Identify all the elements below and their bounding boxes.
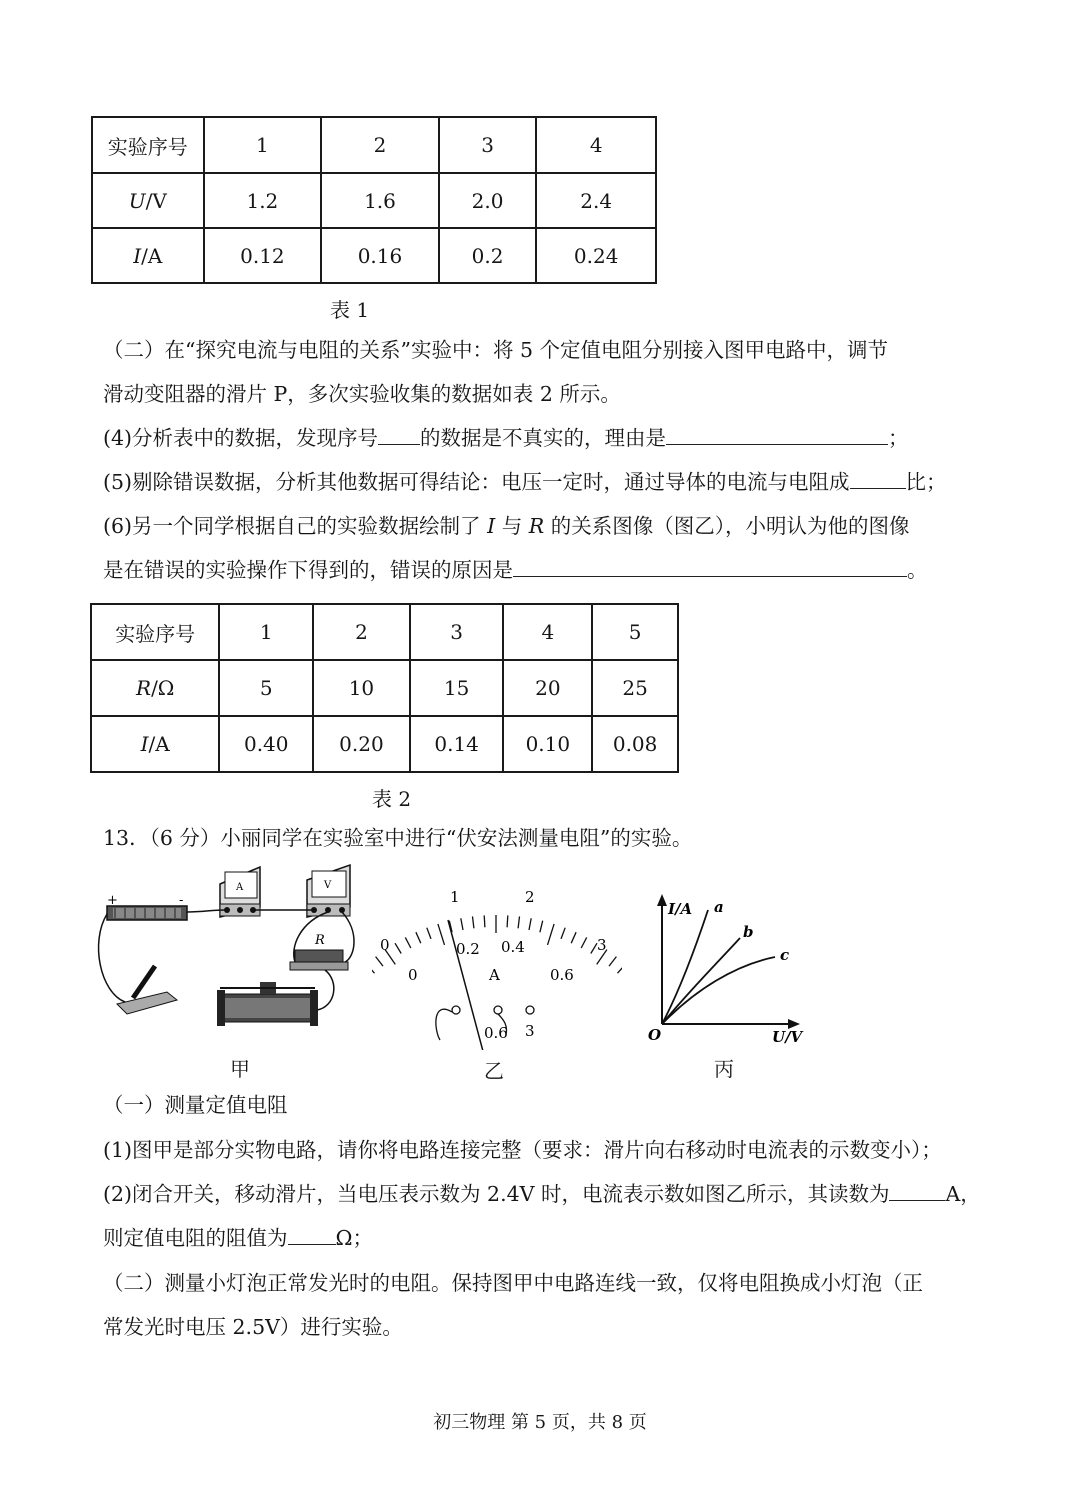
meter-unit: A <box>489 966 500 984</box>
table-cell: 1 <box>219 604 313 660</box>
table-cell: 2 <box>321 117 439 173</box>
table-cell: 3 <box>410 604 504 660</box>
resistor-icon <box>290 950 348 970</box>
rheostat-icon <box>217 982 318 1026</box>
q5-end: 比； <box>905 470 947 494</box>
question-6-line2 <box>103 548 928 592</box>
dial-tick <box>561 928 565 939</box>
table-cell: 0.08 <box>592 716 678 772</box>
row-label <box>92 173 204 228</box>
row-label <box>91 716 219 772</box>
table-cell: 20 <box>503 660 592 716</box>
dial-tick <box>518 916 519 928</box>
x-axis-label: U/V <box>772 1028 803 1046</box>
table-cell: 0.2 <box>439 228 537 283</box>
table-cell: 0.24 <box>536 228 656 283</box>
table-cell: 5 <box>592 604 678 660</box>
figure-jia-label: 甲 <box>230 1057 250 1081</box>
answer-blank-q5[interactable] <box>850 466 906 489</box>
table-1 <box>91 116 657 284</box>
part2-intro-line1: （二）在“探究电流与电阻的关系”实验中：将 5 个定值电阻分别接入图甲电路中，调节 <box>103 338 889 362</box>
q6-text-c: 是在错误的实验操作下得到的，错误的原因是 <box>103 558 513 582</box>
q2-text-b: 则定值电阻的阻值为 <box>103 1226 288 1250</box>
answer-blank-q2-resistance[interactable] <box>288 1222 336 1245</box>
terminal-0-6 <box>494 1006 502 1014</box>
voltmeter-label: V <box>324 880 332 891</box>
table-cell: 3 <box>439 117 537 173</box>
table-cell: 0.20 <box>313 716 410 772</box>
curve-b-label: b <box>743 923 754 941</box>
row-label <box>91 660 219 716</box>
voltmeter-icon <box>307 865 350 917</box>
resistor-label: R <box>315 933 325 948</box>
outer-scale-1: 1 <box>450 888 460 906</box>
dial-tick <box>484 915 485 927</box>
dial-tick <box>427 928 431 939</box>
table-2 <box>90 603 679 773</box>
table-1-caption: 表 1 <box>330 298 370 322</box>
inner-scale-3: 0.6 <box>550 966 574 984</box>
dial-tick <box>540 921 543 933</box>
page-footer: 初三物理 第 5 页，共 8 页 <box>433 1412 647 1433</box>
table-cell: 实验序号 <box>91 604 219 660</box>
dial-tick <box>473 916 474 928</box>
table-cell: 1 <box>204 117 322 173</box>
curve-c-label: c <box>780 946 790 964</box>
answer-blank-q4-reason[interactable] <box>666 422 888 445</box>
y-axis-label: I/A <box>668 900 693 918</box>
table-cell: 4 <box>536 117 656 173</box>
inner-scale-0: 0 <box>408 966 418 984</box>
q4-end: ； <box>888 426 909 450</box>
var-r: R <box>528 514 545 538</box>
question-2-line2 <box>103 1216 373 1260</box>
var-symbol: I <box>133 243 142 268</box>
unit: /Ω <box>151 676 175 700</box>
q6-text-b: 的关系图像（图乙），小明认为他的图像 <box>550 514 910 538</box>
dial-tick <box>416 932 421 943</box>
dial-tick <box>461 918 463 930</box>
curve-c <box>662 957 775 1024</box>
figure-yi-label: 乙 <box>484 1059 504 1083</box>
q6-end: 。 <box>907 558 928 582</box>
terminal-3 <box>526 1006 534 1014</box>
part2b-line2: 常发光时电压 2.5V）进行实验。 <box>103 1315 403 1339</box>
outer-scale-0: 0 <box>380 936 390 954</box>
question-5 <box>103 460 947 504</box>
table-cell: 1.6 <box>321 173 439 228</box>
table-cell: 25 <box>592 660 678 716</box>
wire <box>99 914 125 1002</box>
table-cell: 2 <box>313 604 410 660</box>
inner-scale-2: 0.4 <box>501 938 525 956</box>
table-row <box>92 117 656 173</box>
table-cell: 实验序号 <box>92 117 204 173</box>
curve-b <box>662 938 740 1024</box>
table-cell: 0.40 <box>219 716 313 772</box>
table-row <box>92 173 656 228</box>
origin-label: O <box>648 1026 662 1044</box>
figure-bing-label: 丙 <box>714 1057 734 1081</box>
figure-yi-meter <box>372 880 622 1050</box>
question-13-title: 13．（6 分）小丽同学在实验室中进行“伏安法测量电阻”的实验。 <box>103 826 693 850</box>
table-cell: 2.0 <box>439 173 537 228</box>
dial-tick <box>372 964 375 973</box>
q2-text: (2)闭合开关，移动滑片，当电压表示数为 2.4V 时，电流表示数如图乙所示，其读数为 <box>103 1182 890 1206</box>
curve-a-label: a <box>714 898 724 916</box>
row-label <box>92 228 204 283</box>
table-cell: 0.16 <box>321 228 439 283</box>
wire <box>342 912 354 962</box>
q5-text: (5)剔除错误数据，分析其他数据可得结论：电压一定时，通过导体的电流与电阻成 <box>103 470 850 494</box>
question-1: (1)图甲是部分实物电路，请你将电路连接完整（要求：滑片向右移动时电流表的示数变小）； <box>103 1138 942 1162</box>
answer-blank-q4-index[interactable] <box>378 422 420 445</box>
terminal-neg <box>452 1006 460 1014</box>
q2-unit: A， <box>945 1182 981 1206</box>
part2-intro-line2: 滑动变阻器的滑片 P，多次实验收集的数据如表 2 所示。 <box>103 382 621 406</box>
dial-tick <box>529 918 531 930</box>
part1-heading: （一）测量定值电阻 <box>103 1093 288 1117</box>
terminal-label-0-6: 0.6 <box>484 1024 508 1042</box>
answer-blank-q6[interactable] <box>513 554 907 577</box>
var-symbol: U <box>128 188 146 213</box>
table-cell: 1.2 <box>204 173 322 228</box>
q6-text-a: (6)另一个同学根据自己的实验数据绘制了 <box>103 514 481 538</box>
table-row <box>92 228 656 283</box>
dial-tick <box>376 957 383 967</box>
unit: /V <box>145 188 167 213</box>
q2-end: Ω； <box>335 1226 373 1250</box>
part2b-line1: （二）测量小灯泡正常发光时的电阻。保持图甲中电路连线一致，仅将电阻换成小灯泡（正 <box>103 1271 923 1295</box>
figure-bing-graph <box>640 890 820 1050</box>
question-4 <box>103 416 909 460</box>
dial-tick <box>395 943 401 953</box>
switch-icon <box>117 966 177 1014</box>
outer-scale-2: 2 <box>525 888 535 906</box>
ammeter-label: A <box>236 882 244 893</box>
table-row <box>91 604 678 660</box>
curve-a <box>662 910 708 1024</box>
wire <box>317 970 334 1010</box>
var-symbol: I <box>140 732 149 756</box>
terminal-label-3: 3 <box>525 1022 535 1040</box>
outer-scale-3: 3 <box>597 936 607 954</box>
question-6-line1 <box>103 504 909 548</box>
table-cell: 5 <box>219 660 313 716</box>
table-cell: 0.12 <box>204 228 322 283</box>
table-cell: 4 <box>503 604 592 660</box>
table-row <box>91 660 678 716</box>
y-axis-arrow <box>657 894 667 906</box>
table-row <box>91 716 678 772</box>
table-cell: 0.14 <box>410 716 504 772</box>
table-2-caption: 表 2 <box>372 787 412 811</box>
dial-tick <box>507 915 508 927</box>
dial-tick <box>571 932 576 943</box>
unit: /A <box>148 732 170 756</box>
q4-text-a: (4)分析表中的数据，发现序号 <box>103 426 379 450</box>
table-cell: 2.4 <box>536 173 656 228</box>
dial-tick <box>609 957 616 967</box>
figure-jia-circuit <box>95 862 365 1042</box>
question-2-line1 <box>103 1172 981 1216</box>
answer-blank-q2-current[interactable] <box>889 1178 945 1201</box>
dial-tick <box>618 964 623 973</box>
q4-text-b: 的数据是不真实的，理由是 <box>420 426 667 450</box>
dial-ticks <box>372 915 622 1004</box>
var-symbol: R <box>136 676 152 700</box>
inner-scale-1: 0.2 <box>456 940 480 958</box>
battery-minus: - <box>179 893 184 908</box>
battery-plus: + <box>107 893 118 908</box>
dial-tick <box>581 937 587 948</box>
var-i: I <box>487 514 496 538</box>
table-cell: 0.10 <box>503 716 592 772</box>
table-cell: 10 <box>313 660 410 716</box>
table-cell: 15 <box>410 660 504 716</box>
dial-tick <box>405 937 411 948</box>
dial-tick <box>438 924 445 945</box>
dial-tick <box>548 924 555 945</box>
unit: /A <box>141 243 163 268</box>
battery-icon <box>107 906 187 920</box>
q6-mid: 与 <box>501 514 523 538</box>
terminal-wire <box>436 1009 452 1040</box>
